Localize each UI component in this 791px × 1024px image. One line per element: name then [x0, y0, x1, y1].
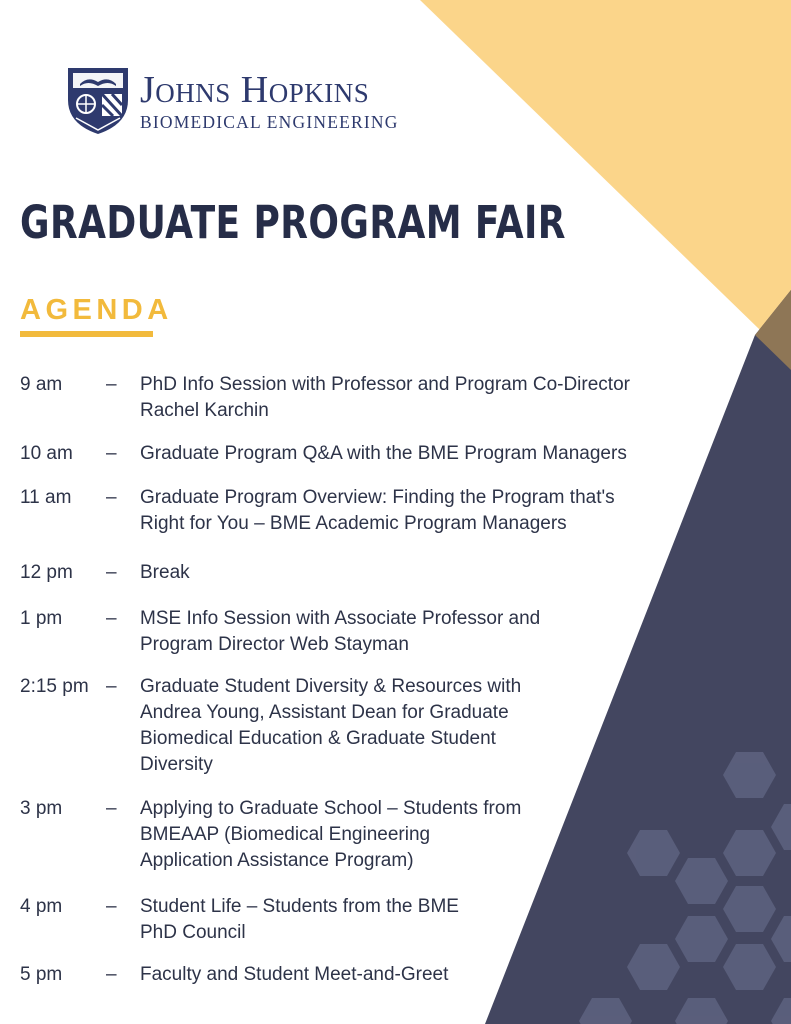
agenda-line: Applying to Graduate School – Students from	[140, 798, 522, 819]
agenda-time: 11 am	[20, 487, 72, 508]
agenda-description	[140, 441, 700, 467]
agenda-line: Faculty and Student Meet-and-Greet	[140, 964, 449, 985]
agenda-underline	[20, 331, 153, 337]
university-shield-icon	[66, 66, 130, 136]
agenda-dash: –	[106, 964, 117, 985]
agenda-line: Rachel Karchin	[140, 400, 269, 421]
agenda-time: 5 pm	[20, 964, 63, 985]
agenda-time: 9 am	[20, 374, 63, 395]
agenda-description	[140, 962, 700, 988]
agenda-description	[140, 894, 700, 946]
agenda-dash: –	[106, 798, 117, 819]
agenda-dash: –	[106, 443, 117, 464]
agenda-line: Graduate Program Overview: Finding the Program that's	[140, 487, 615, 508]
agenda-description	[140, 674, 700, 778]
agenda-line: Break	[140, 562, 190, 583]
agenda-description	[140, 485, 700, 537]
agenda-dash: –	[106, 487, 117, 508]
agenda-time: 10 am	[20, 443, 73, 464]
agenda-line: PhD Council	[140, 922, 246, 943]
agenda-dash: –	[106, 562, 117, 583]
agenda-line: Biomedical Education & Graduate Student	[140, 728, 496, 749]
university-name: Johns Hopkins	[140, 69, 370, 111]
agenda-line: Application Assistance Program)	[140, 850, 414, 871]
agenda-time: 3 pm	[20, 798, 63, 819]
agenda-dash: –	[106, 896, 117, 917]
agenda-time: 1 pm	[20, 608, 63, 629]
agenda-line: Graduate Program Q&A with the BME Program Managers	[140, 443, 627, 464]
agenda-line: Student Life – Students from the BME	[140, 896, 459, 917]
page-title: GRADUATE PROGRAM FAIR	[20, 196, 566, 249]
jhu-logo	[66, 66, 399, 136]
agenda-line: Andrea Young, Assistant Dean for Graduate	[140, 702, 509, 723]
agenda-dash: –	[106, 374, 117, 395]
agenda-line: PhD Info Session with Professor and Program Co-Director	[140, 374, 630, 395]
agenda-line: Graduate Student Diversity & Resources with	[140, 676, 522, 697]
agenda-description	[140, 372, 700, 424]
agenda-time: 12 pm	[20, 562, 73, 583]
agenda-description	[140, 606, 700, 658]
agenda-line: BMEAAP (Biomedical Engineering	[140, 824, 431, 845]
agenda-dash: –	[106, 608, 117, 629]
agenda-dash: –	[106, 676, 117, 697]
agenda-line: Right for You – BME Academic Program Managers	[140, 513, 567, 534]
agenda-line: Program Director Web Stayman	[140, 634, 409, 655]
agenda-description	[140, 796, 700, 874]
gold-triangle	[420, 0, 791, 360]
agenda-line: Diversity	[140, 754, 213, 775]
agenda-line: MSE Info Session with Associate Professor and	[140, 608, 541, 629]
agenda-heading: AGENDA	[20, 294, 173, 326]
agenda-time: 4 pm	[20, 896, 63, 917]
agenda-time: 2:15 pm	[20, 676, 89, 697]
department-name: BIOMEDICAL ENGINEERING	[140, 112, 399, 132]
agenda-description	[140, 560, 700, 586]
